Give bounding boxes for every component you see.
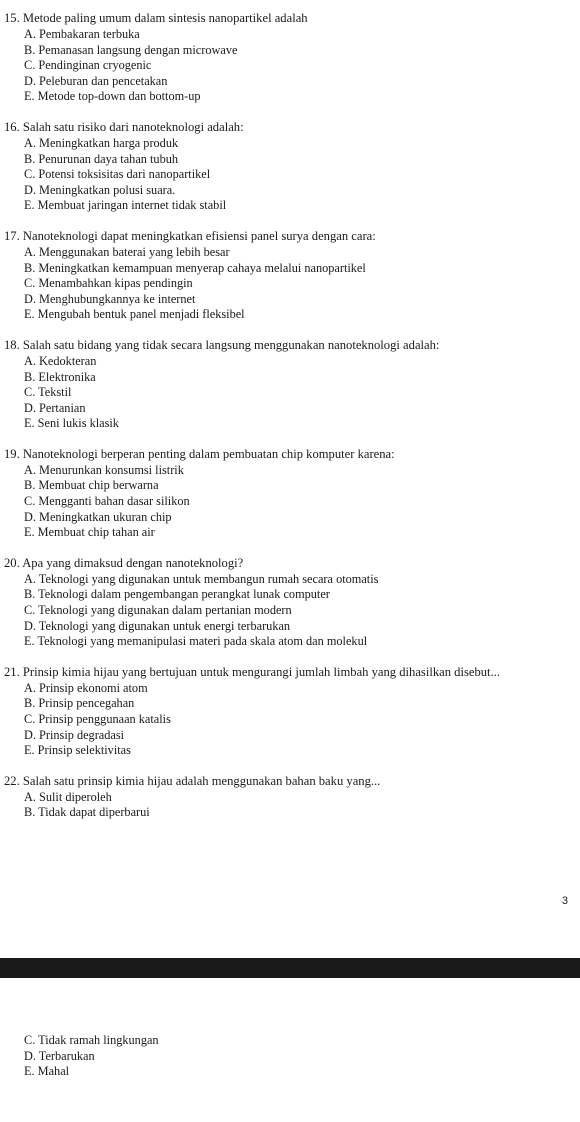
option-d: D. Peleburan dan pencetakan	[24, 73, 168, 88]
option-c: C. Menambahkan kipas pendingin	[24, 276, 193, 291]
option-list	[24, 681, 576, 759]
next-page	[0, 978, 580, 1122]
option-e: E. Membuat jaringan internet tidak stabil	[24, 198, 227, 213]
option-c: C. Tidak ramah lingkungan	[24, 1033, 159, 1047]
option-a: A. Prinsip ekonomi atom	[24, 680, 148, 695]
question-item	[4, 228, 576, 323]
question-item	[4, 10, 576, 105]
option-b: B. Prinsip pencegahan	[24, 696, 135, 711]
option-b: B. Elektronika	[24, 369, 96, 384]
option-b: B. Tidak dapat diperbarui	[24, 805, 150, 820]
option-list	[24, 572, 576, 650]
question-list	[4, 10, 576, 835]
question-item	[4, 337, 576, 432]
question-item	[4, 119, 576, 214]
option-b: B. Membuat chip berwarna	[24, 478, 159, 493]
question-text: 19. Nanoteknologi berperan penting dalam pembuatan chip komputer karena:	[4, 446, 395, 461]
option-c: C. Mengganti bahan dasar silikon	[24, 494, 190, 509]
option-e: E. Mahal	[24, 1064, 70, 1079]
option-e: E. Seni lukis klasik	[24, 416, 119, 431]
option-list	[24, 245, 576, 323]
option-list-continued	[24, 1033, 159, 1080]
option-d: D. Pertanian	[24, 400, 86, 415]
option-d: D. Menghubungkannya ke internet	[24, 291, 196, 306]
option-list	[24, 136, 576, 214]
option-c: C. Tekstil	[24, 385, 72, 400]
option-a: A. Pembakaran terbuka	[24, 27, 140, 41]
option-b: B. Penurunan daya tahan tubuh	[24, 151, 179, 166]
question-text: 15. Metode paling umum dalam sintesis nanopartikel adalah	[4, 11, 308, 25]
option-c: C. Prinsip penggunaan katalis	[24, 712, 171, 726]
option-a: A. Teknologi yang digunakan untuk membangun rumah secara otomatis	[24, 571, 379, 586]
option-d: D. Teknologi yang digunakan untuk energi terbarukan	[24, 618, 291, 633]
question-item	[4, 664, 576, 759]
option-a: A. Meningkatkan harga produk	[24, 135, 179, 150]
option-b: B. Meningkatkan kemampuan menyerap cahaya melalui nanopartikel	[24, 260, 366, 275]
option-d: D. Terbarukan	[24, 1048, 95, 1063]
option-a: A. Sulit diperoleh	[24, 789, 112, 804]
question-text: 22. Salah satu prinsip kimia hijau adalah menggunakan bahan baku yang...	[4, 773, 381, 788]
option-list	[24, 27, 576, 105]
question-text: 18. Salah satu bidang yang tidak secara langsung menggunakan nanoteknologi adalah:	[4, 337, 440, 352]
option-c: C. Potensi toksisitas dari nanopartikel	[24, 167, 211, 182]
question-text: 17. Nanoteknologi dapat meningkatkan efisiensi panel surya dengan cara:	[4, 228, 376, 243]
page-number: 3	[561, 895, 568, 907]
option-b: B. Teknologi dalam pengembangan perangkat lunak computer	[24, 587, 330, 602]
option-e: E. Prinsip selektivitas	[24, 743, 131, 758]
option-c: C. Pendinginan cryogenic	[24, 58, 152, 73]
option-d: D. Meningkatkan polusi suara.	[24, 182, 176, 197]
question-item	[4, 773, 576, 821]
option-list	[24, 463, 576, 541]
question-text: 20. Apa yang dimaksud dengan nanoteknologi?	[4, 555, 244, 570]
question-item	[4, 555, 576, 650]
option-b: B. Pemanasan langsung dengan microwave	[24, 42, 238, 57]
option-e: E. Membuat chip tahan air	[24, 525, 155, 540]
option-a: A. Menurunkan konsumsi listrik	[24, 462, 184, 477]
option-d: D. Meningkatkan ukuran chip	[24, 509, 172, 524]
option-list	[24, 354, 576, 432]
option-e: E. Metode top-down dan bottom-up	[24, 89, 201, 104]
option-d: D. Prinsip degradasi	[24, 727, 125, 742]
option-list	[24, 790, 576, 821]
question-item	[4, 446, 576, 541]
option-a: A. Kedokteran	[24, 353, 97, 368]
option-a: A. Menggunakan baterai yang lebih besar	[24, 244, 230, 259]
option-e: E. Mengubah bentuk panel menjadi fleksibel	[24, 307, 245, 322]
option-e: E. Teknologi yang memanipulasi materi pada skala atom dan molekul	[24, 634, 368, 649]
question-text: 16. Salah satu risiko dari nanoteknologi adalah:	[4, 119, 244, 134]
question-text: 21. Prinsip kimia hijau yang bertujuan untuk mengurangi jumlah limbah yang dihasilkan disebut...	[4, 664, 500, 679]
option-c: C. Teknologi yang digunakan dalam pertanian modern	[24, 603, 292, 618]
page-divider	[0, 958, 580, 978]
